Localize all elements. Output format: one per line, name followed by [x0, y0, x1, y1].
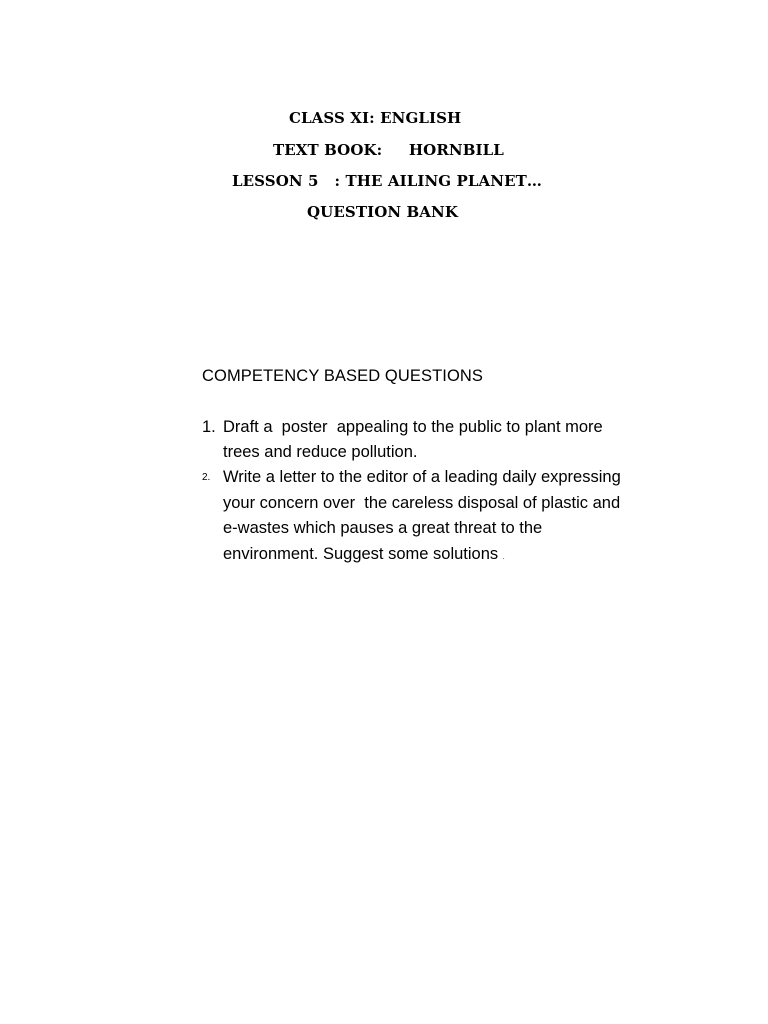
question-text-line: e-wastes which pauses a great threat to the: [223, 519, 543, 537]
question-text-line: Draft a poster appealing to the public to plant more: [223, 418, 603, 436]
question-text-line: your concern over the careless disposal of plastic and: [223, 494, 621, 512]
trailing-period: .: [502, 554, 505, 561]
class-title: CLASS XI: ENGLISH: [289, 109, 462, 127]
question-text-line: trees and reduce pollution.: [223, 443, 418, 461]
textbook-title: TEXT BOOK: HORNBILL: [273, 141, 504, 159]
question-number: 1.: [202, 418, 216, 436]
question-text-line: Write a letter to the editor of a leading daily expressing: [223, 468, 621, 486]
question-text-line-last: [223, 545, 505, 564]
question-number: 2.: [202, 472, 211, 483]
section-heading: COMPETENCY BASED QUESTIONS: [202, 367, 484, 385]
question-bank-title: QUESTION BANK: [307, 203, 458, 221]
question-text: environment. Suggest some solutions: [223, 545, 499, 563]
lesson-title: LESSON 5 : THE AILING PLANET…: [232, 172, 542, 190]
